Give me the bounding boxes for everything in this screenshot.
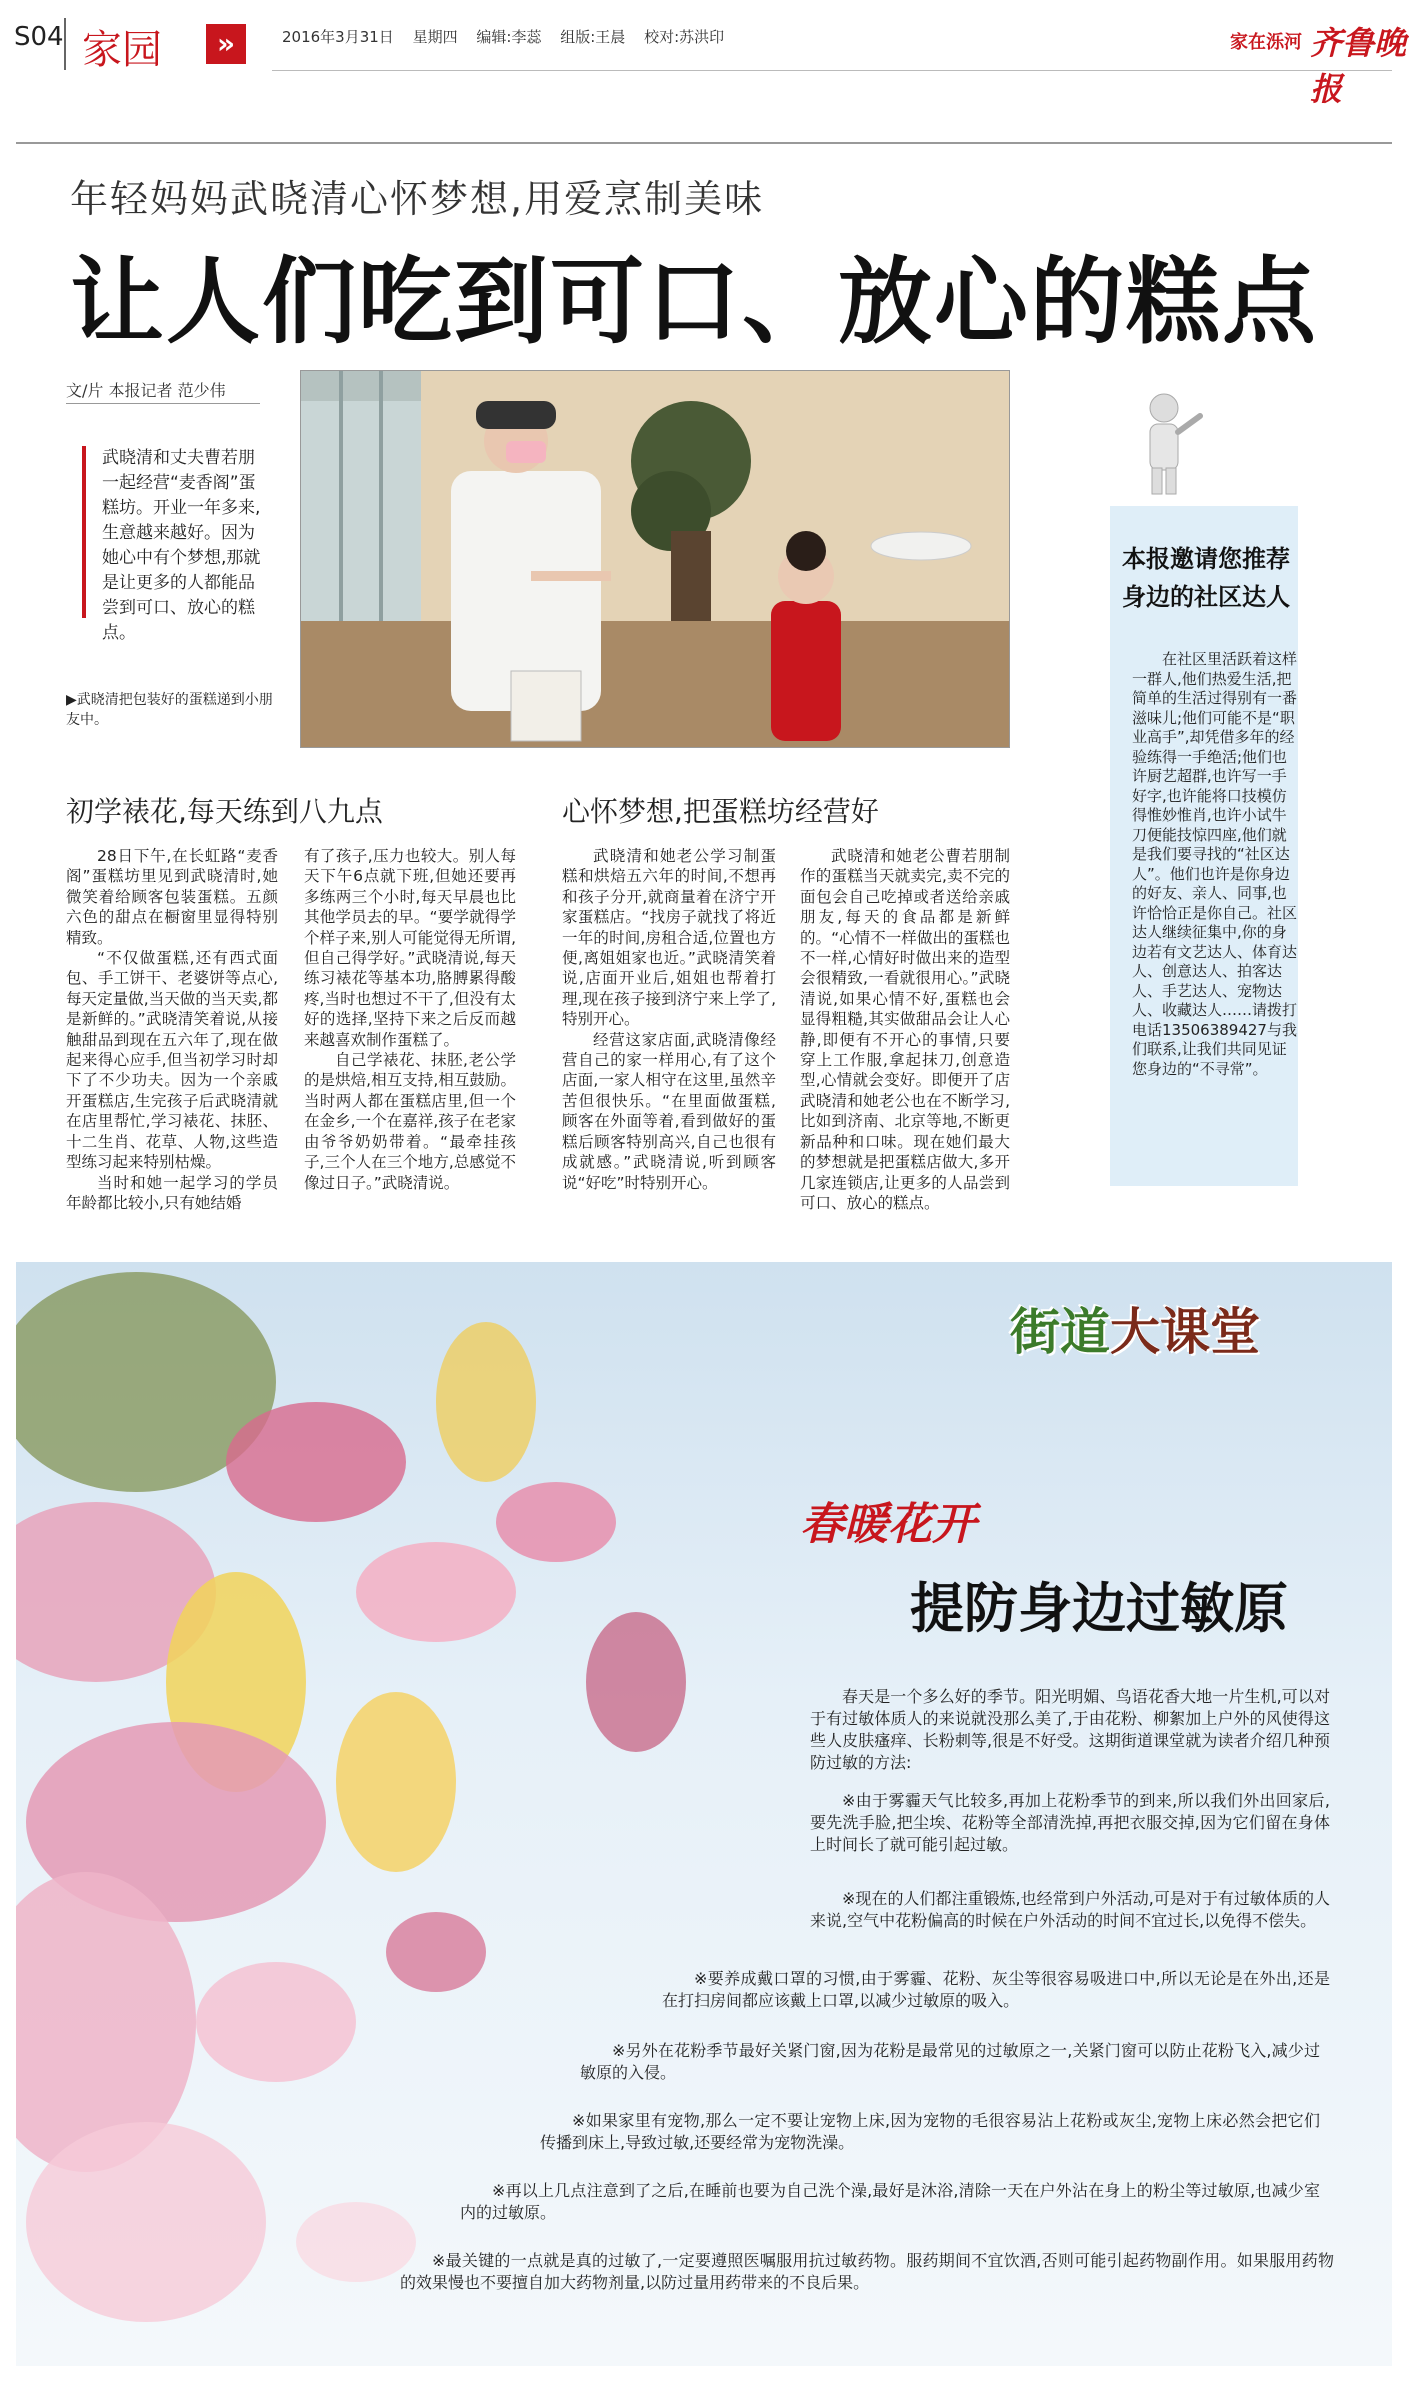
article-lead: 武晓清和丈夫曹若朋一起经营“麦香阁”蛋糕坊。开业一年多来,生意越来越好。因为她心中有个梦想,那就是让更多的人都能品尝到可口、放心的糕点。 [102, 448, 261, 643]
article-column-1 [66, 846, 278, 1213]
article-column-3 [562, 846, 776, 1193]
pointing-figure-icon [1128, 388, 1208, 498]
feature-paragraph: ※如果家里有宠物,那么一定不要让宠物上床,因为宠物的毛很容易沾上花粉或灰尘,宠物上床必然会把它们传播到床上,导致过敏,还要经常为宠物洗澡。 [540, 2111, 1320, 2152]
feature-paragraph: ※要养成戴口罩的习惯,由于雾霾、花粉、灰尘等很容易吸进口中,所以无论是在外出,还是在打扫房间都应该戴上口罩,以减少过敏原的吸入。 [662, 1969, 1330, 2010]
issue-weekday: 星期四 [412, 28, 458, 46]
section-name: 家园 [82, 27, 162, 73]
article-column-2 [304, 846, 516, 1193]
photo-caption: ▶武晓清把包装好的蛋糕递到小朋友中。 [66, 692, 273, 728]
lead-bar [82, 446, 86, 618]
feature-paragraph: ※最关键的一点就是真的过敏了,一定要遵照医嘱服用抗过敏药物。服药期间不宜饮酒,否则可能引起药物副作用。如果服用药物的效果慢也不要擅自加大药物剂量,以防过量用药带来的不良后果。 [400, 2251, 1334, 2292]
sidebar-title-line1: 本报邀请您推荐 [1122, 545, 1290, 573]
issue-date: 2016年3月31日 [282, 28, 394, 46]
feature-paragraph: ※由于雾霾天气比较多,再加上花粉季节的到来,所以我们外出回家后,要先洗手脸,把尘埃、花粉等全部清洗掉,再把衣服交掉,因为它们留在身体上时间长了就可能引起过敏。 [810, 1791, 1330, 1854]
issue-editor: 编辑:李蕊 [476, 28, 542, 46]
feature-kicker: 春暖花开 [800, 1499, 976, 1550]
logo-part-2: 大课堂 [1110, 1303, 1260, 1361]
brand-logo: 齐鲁晚报 [1310, 24, 1407, 108]
paragraph: 武晓清和她老公曹若朋制作的蛋糕当天就卖完,卖不完的面包会自己吃掉或者送给亲戚朋友,每天的食品都是新鲜的。“心情不一样做出的蛋糕也不一样,心情好时做出来的造型会很精致,一看就很用心。”武晓清说,如果心情不好,蛋糕也会显得粗糙,其实做甜品会让人心静,即便有不开心的事情,只要穿上工作服,拿起抹刀,创意造型,心情就会变好。即便开了店武晓清和她老公也在不断学习,比如到济南、北京等地,不断更新品种和口味。现在她们最大的梦想就是把蛋糕店做大,多开几家连锁店,让更多的人品尝到可口、放心的糕点。 [800, 847, 1010, 1212]
paragraph: 武晓清和她老公学习制蛋糕和烘焙五六年的时间,不想再和孩子分开,就商量着在济宁开家蛋糕店。“找房子就找了将近一年的时间,房租合适,位置也方便,离姐姐家也近。”武晓清笑着说,店面开业后,姐姐也帮着打理,现在孩子接到济宁来上学了,特别开心。 [562, 847, 776, 1029]
issue-layout: 组版:王晨 [560, 28, 626, 46]
byline-rule [66, 403, 260, 404]
article-column-4 [800, 846, 1010, 1213]
paragraph: 当时和她一起学习的学员年龄都比较小,只有她结婚 [66, 1173, 278, 1212]
feature-paragraph: ※再以上几点注意到了之后,在睡前也要为自己洗个澡,最好是沐浴,清除一天在户外沾在身上的粉尘等过敏原,也减少室内的过敏原。 [460, 2181, 1320, 2222]
section-arrow-icon: » [206, 24, 246, 64]
feature-paragraph: ※现在的人们都注重锻炼,也经常到户外活动,可是对于有过敏体质的人来说,空气中花粉偏高的时候在户外活动的时间不宜过长,以免得不偿失。 [810, 1889, 1330, 1930]
logo-part-1: 街道 [1010, 1303, 1110, 1361]
article-photo [300, 370, 1010, 748]
sidebar-body: 在社区里活跃着这样一群人,他们热爱生活,把简单的生活过得别有一番滋味儿;他们可能不是“职业高手”,却凭借多年的经验练得一手绝活;他们也许厨艺超群,也许写一手好字,也许能将口技模仿得惟妙惟肖,也许小试牛刀便能技惊四座,他们就是我们要寻找的“社区达人”。他们也许是你身边的好友、亲人、同事,也许恰恰正是你自己。社区达人继续征集中,你的身边若有文艺达人、体育达人、创意达人、拍客达人、手艺达人、宠物达人、收藏达人……请拨打电话13506389427与我们联系,让我们共同见证您身边的“不寻常”。 [1132, 650, 1298, 1078]
header-rule [272, 70, 1392, 71]
section-title-2: 心怀梦想,把蛋糕坊经营好 [562, 795, 879, 828]
feature-paragraph: 春天是一个多么好的季节。阳光明媚、鸟语花香大地一片生机,可以对于有过敏体质人的来说就没那么美了,于由花粉、柳絮加上户外的风使得这些人皮肤瘙痒、长粉刺等,很是不好受。这期街道课堂就为读者介绍几种预防过敏的方法: [810, 1687, 1330, 1772]
header-bottom-rule [16, 142, 1392, 144]
page-code: S04 [14, 22, 64, 52]
article-headline: 让人们吃到可口、放心的糕点 [70, 248, 1319, 357]
article-byline: 文/片 本报记者 范少伟 [66, 381, 226, 400]
paragraph: 28日下午,在长虹路“麦香阁”蛋糕坊里见到武晓清时,她微笑着给顾客包装蛋糕。五颜六色的甜点在橱窗里显得特别精致。 [66, 847, 278, 947]
paragraph: 经营这家店面,武晓清像经营自己的家一样用心,有了这个店面,一家人相守在这里,虽然辛苦但很快乐。“在里面做蛋糕,顾客在外面等着,看到做好的蛋糕后顾客特别高兴,自己也很有成就感。”武晓清说,听到顾客说“好吃”时特别开心。 [562, 1030, 776, 1192]
header-divider [64, 18, 66, 70]
sidebar-title [1122, 540, 1322, 616]
paragraph: 有了孩子,压力也较大。别人每天下午6点就下班,但她还要再多练两三个小时,每天早晨也比其他学员去的早。“要学就得学个样子来,别人可能觉得无所谓,但自己得学好。”武晓清说,每天练习裱花等基本功,胳膊累得酸疼,当时也想过不干了,但没有太好的选择,坚持下来之后反而越来越喜欢制作蛋糕了。 [304, 847, 516, 1049]
section-title-1: 初学裱花,每天练到八九点 [66, 795, 383, 828]
paragraph: “不仅做蛋糕,还有西式面包、手工饼干、老婆饼等点心,每天定量做,当天做的当天卖,都是新鲜的。”武晓清笑着说,从接触甜品到现在五六年了,现在做起来得心应手,但当初学习时却下了不少功夫。因为一个亲戚开蛋糕店,生完孩子后武晓清就在店里帮忙,学习裱花、抹胚、十二生肖、花草、人物,这些造型练习起来特别枯燥。 [66, 949, 278, 1172]
issue-proofreader: 校对:苏洪印 [644, 28, 725, 46]
street-classroom-logo [1010, 1292, 1260, 1364]
paragraph: 自己学裱花、抹胚,老公学的是烘焙,相互支持,相互鼓励。当时两人都在蛋糕店里,但一个在金乡,一个在嘉祥,孩子在老家由爷爷奶奶带着。“最牵挂孩子,三个人在三个地方,总感觉不像过日子。”武晓清说。 [304, 1051, 516, 1192]
feature-paragraph: ※另外在花粉季节最好关紧门窗,因为花粉是最常见的过敏原之一,关紧门窗可以防止花粉飞入,减少过敏原的入侵。 [580, 2041, 1320, 2082]
sidebar-title-line2: 身边的社区达人 [1122, 583, 1290, 611]
article-subhead: 年轻妈妈武晓清心怀梦想,用爱烹制美味 [70, 177, 765, 221]
issue-meta [282, 26, 738, 47]
feature-title: 提防身边过敏原 [910, 1577, 1288, 1640]
brand-section: 家在泺河 [1230, 32, 1302, 53]
